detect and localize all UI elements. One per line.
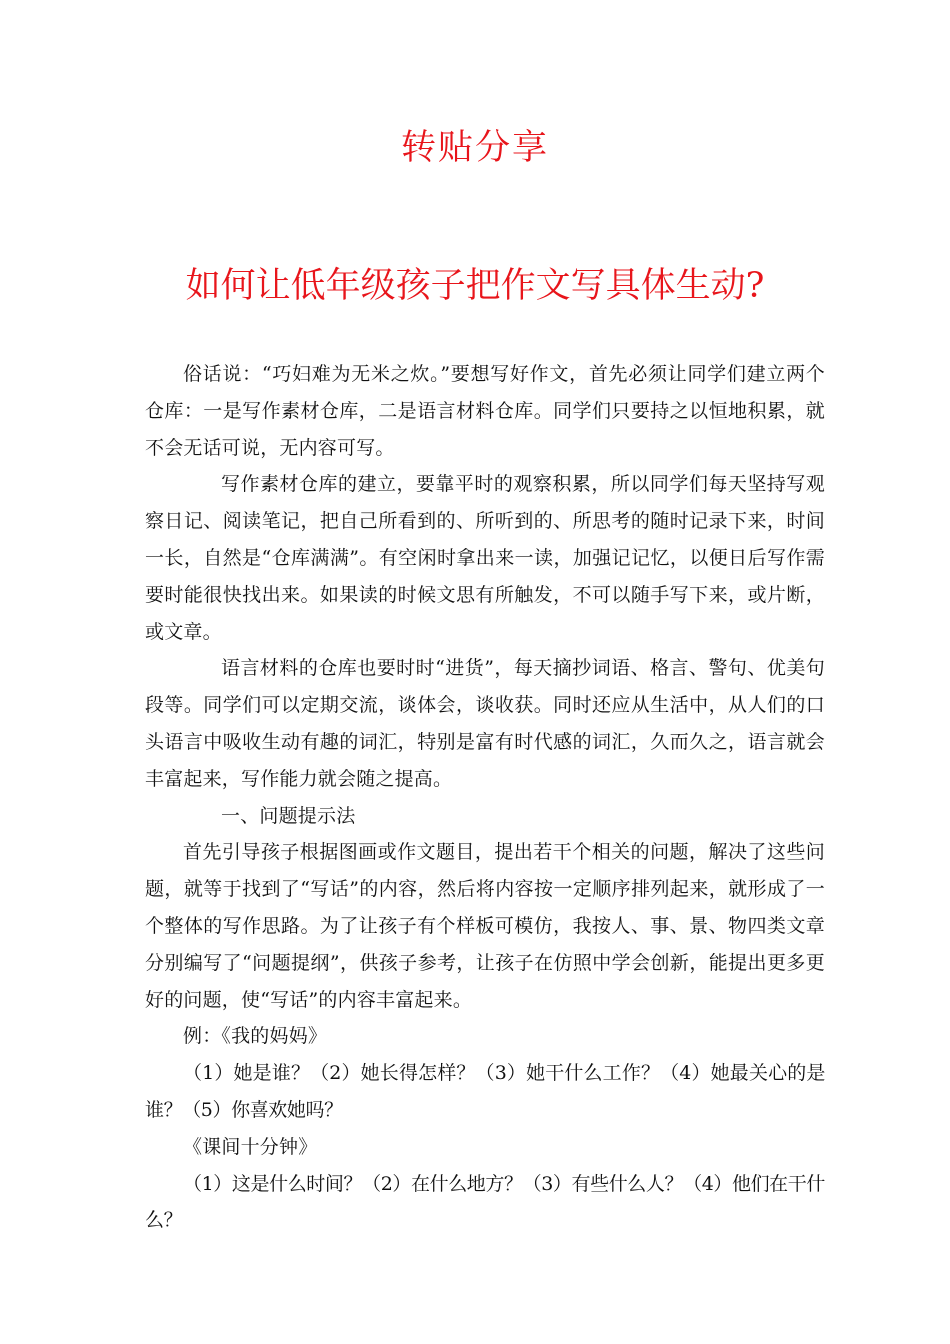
article-body — [145, 356, 825, 1239]
example-title-recess: 《课间十分钟》 — [183, 1135, 318, 1158]
section-heading-question-method: 一、问题提示法 — [221, 804, 356, 827]
header-title: 转贴分享 — [400, 128, 549, 168]
example-questions-my-mother: （1）她是谁？（2）她长得怎样？（3）她干什么工作？（4）她最关心的是谁？（5）你喜欢她吗？ — [145, 1062, 825, 1121]
paragraph-language-material: 语言材料的仓库也要时时“进货”，每天摘抄词语、格言、警句、优美句段等。同学们可以定期交流，谈体会，谈收获。同时还应从生活中，从人们的口头语言中吸收生动有趣的词汇，特别是富有时代感的词汇，久而久之，语言就会丰富起来，写作能力就会随之提高。 — [145, 657, 825, 790]
example-questions-recess: （1）这是什么时间？（2）在什么地方？（3）有些什么人？（4）他们在干什么？ — [145, 1172, 825, 1232]
article-title: 如何让低年级孩子把作文写具体生动? — [185, 266, 765, 306]
example-title-my-mother: 例：《我的妈妈》 — [183, 1025, 328, 1048]
paragraph-writing-material: 写作素材仓库的建立，要靠平时的观察积累，所以同学们每天坚持写观察日记、阅读笔记，把自己所看到的、所听到的、所思考的随时记录下来，时间一长，自然是“仓库满满”。有空闲时拿出来一读，加强记记忆，以便日后写作需要时能很快找出来。如果读的时候文思有所触发，不可以随手写下来，或片断，或文章。 — [145, 473, 825, 643]
paragraph-question-method: 首先引导孩子根据图画或作文题目，提出若干个相关的问题，解决了这些问题，就等于找到了“写话”的内容，然后将内容按一定顺序排列起来，就形成了一个整体的写作思路。为了让孩子有个样板可模仿，我按人、事、景、物四类文章分别编写了“问题提纲”，供孩子参考，让孩子在仿照中学会创新，能提出更多更好的问题，使“写话”的内容丰富起来。 — [145, 841, 825, 1011]
paragraph-intro: 俗话说：“巧妇难为无米之炊。”要想写好作文，首先必须让同学们建立两个仓库：一是写作素材仓库，二是语言材料仓库。同学们只要持之以恒地积累，就不会无话可说，无内容可写。 — [145, 363, 825, 459]
